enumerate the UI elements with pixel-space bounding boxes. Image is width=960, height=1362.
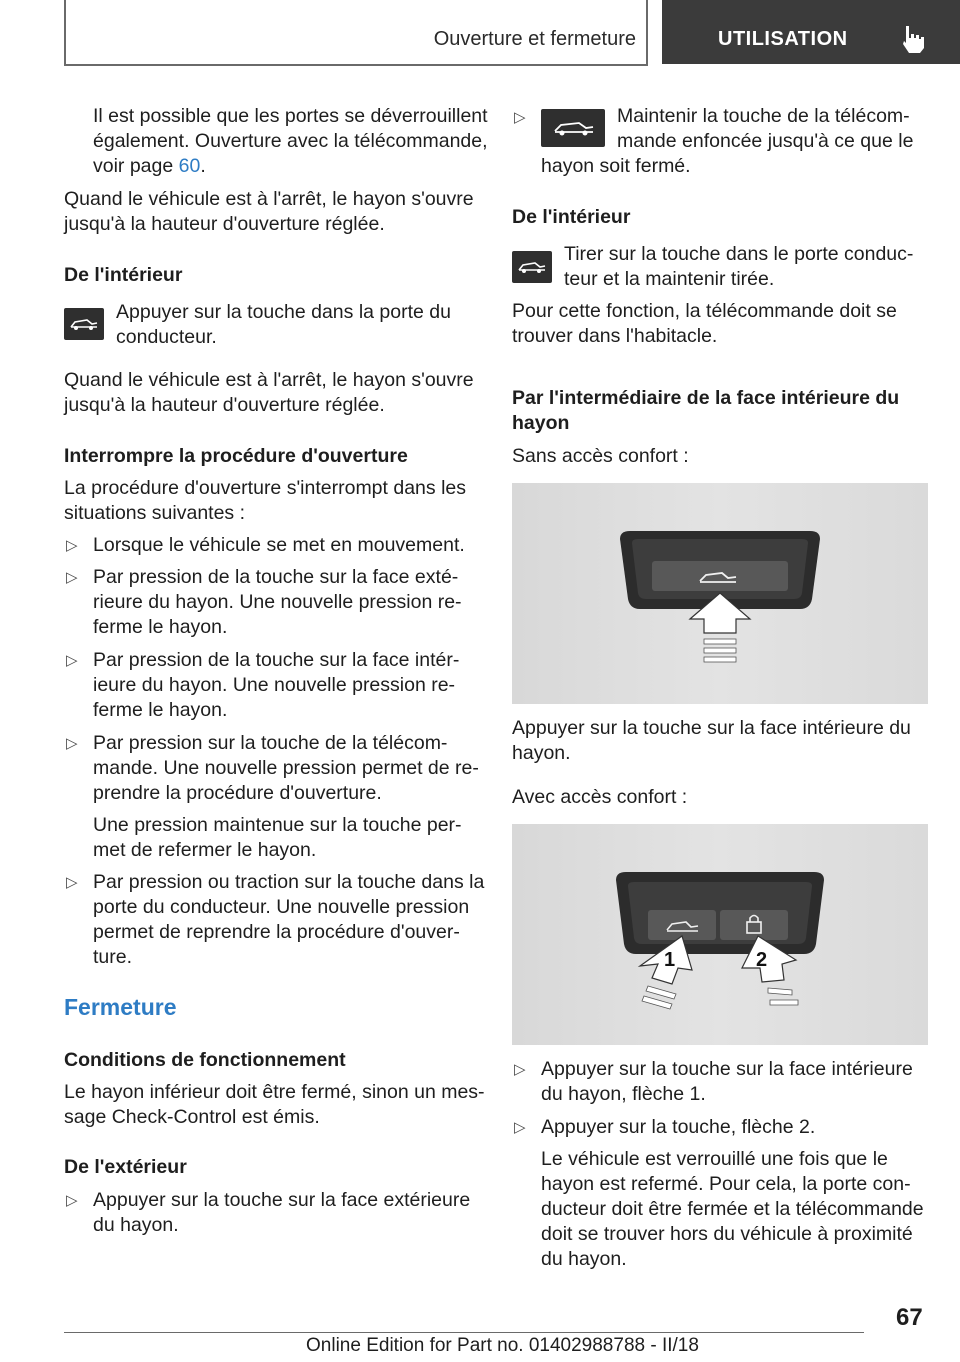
bullet-icon: ▷ bbox=[66, 874, 78, 891]
avec-acces-label: Avec accès confort : bbox=[512, 786, 688, 808]
heading-par-intermediaire-1: Par l'intermédiaire de la face intérieure du bbox=[512, 387, 900, 409]
rb2-sub-line-5: du hayon. bbox=[541, 1248, 627, 1270]
interrompre-line-1: La procédure d'ouverture s'interrompt dans les bbox=[64, 477, 466, 499]
pour-line-2: trouver dans l'habitacle. bbox=[512, 325, 718, 347]
bullet-5-line-3: permet de reprendre la procédure d'ouver- bbox=[93, 921, 460, 943]
tirer-line-2: teur et la maintenir tirée. bbox=[564, 268, 775, 290]
para2-line-1: Quand le véhicule est à l'arrêt, le hayon s'ouvre bbox=[64, 369, 474, 391]
rb2-sub-line-3: ducteur doit être fermée et la télécommande bbox=[541, 1198, 924, 1220]
header-rule-right bbox=[646, 0, 648, 66]
bullet-icon: ▷ bbox=[514, 1119, 526, 1136]
rb1-line-2: du hayon, flèche 1. bbox=[541, 1083, 706, 1105]
bullet-4-line-3: prendre la procédure d'ouverture. bbox=[93, 782, 382, 804]
bullet-icon: ▷ bbox=[66, 1192, 78, 1209]
bullet-3-line-2: ieure du hayon. Une nouvelle pression re- bbox=[93, 674, 456, 696]
intro-line-1: Il est possible que les portes se déverrouillent bbox=[93, 105, 488, 127]
bullet-1: Lorsque le véhicule se met en mouvement. bbox=[93, 534, 465, 556]
tailgate-lock-illustration bbox=[512, 824, 928, 1045]
r1-line-3: hayon soit fermé. bbox=[541, 155, 691, 177]
section-fermeture: Fermeture bbox=[64, 994, 177, 1020]
bullet-3-line-1: Par pression de la touche sur la face intér- bbox=[93, 649, 460, 671]
para1-line-1: Quand le véhicule est à l'arrêt, le hayon s'ouvre bbox=[64, 188, 474, 210]
bullet-2-line-1: Par pression de la touche sur la face exté- bbox=[93, 566, 459, 588]
bullet-4-line-2: mande. Une nouvelle pression permet de re- bbox=[93, 757, 479, 779]
arrow-label-2: 2 bbox=[756, 949, 768, 971]
appuyer-face-line-2: hayon. bbox=[512, 742, 571, 764]
appuyer-line-1: Appuyer sur la touche dans la porte du bbox=[116, 301, 451, 323]
conditions-line-2: sage Check-Control est émis. bbox=[64, 1106, 320, 1128]
rb1-line-1: Appuyer sur la touche sur la face intérieure bbox=[541, 1058, 913, 1080]
intro-line-3 bbox=[93, 154, 206, 179]
heading-interrompre: Interrompre la procédure d'ouverture bbox=[64, 445, 408, 467]
page-number: 67 bbox=[896, 1304, 923, 1331]
conditions-line-1: Le hayon inférieur doit être fermé, sinon un mes- bbox=[64, 1081, 485, 1103]
tailgate-button-photo bbox=[512, 483, 928, 704]
tirer-line-1: Tirer sur la touche dans le porte conduc- bbox=[564, 243, 914, 265]
header-chapter-tab[interactable] bbox=[662, 0, 960, 64]
heading-par-intermediaire-2: hayon bbox=[512, 412, 570, 434]
intro-line-2: également. Ouverture avec la télécommande, bbox=[93, 130, 488, 152]
footer-rule bbox=[64, 1332, 864, 1333]
header-rule-bottom bbox=[64, 64, 648, 66]
bullet-icon: ▷ bbox=[66, 569, 78, 586]
ext-bullet-line-1: Appuyer sur la touche sur la face extérieure bbox=[93, 1189, 471, 1211]
r1-line-1: Maintenir la touche de la télécom- bbox=[617, 105, 910, 127]
intro-line-3-text: voir page bbox=[93, 155, 179, 177]
heading-conditions: Conditions de fonctionnement bbox=[64, 1049, 346, 1071]
bullet-5-line-1: Par pression ou traction sur la touche dans la bbox=[93, 871, 485, 893]
tailgate-key-icon bbox=[512, 251, 552, 283]
tailgate-lock-button-photo bbox=[512, 824, 928, 1045]
header-chapter-label: UTILISATION bbox=[718, 28, 848, 50]
arrow-label-1: 1 bbox=[664, 949, 676, 971]
bullet-icon: ▷ bbox=[514, 109, 526, 126]
rb2-line: Appuyer sur la touche, flèche 2. bbox=[541, 1116, 816, 1138]
appuyer-face-line-1: Appuyer sur la touche sur la face intérieure du bbox=[512, 717, 911, 739]
intro-period: . bbox=[200, 155, 206, 177]
rb2-sub-line-4: doit se trouver hors du véhicule à proximité bbox=[541, 1223, 913, 1245]
bullet-5-line-4: ture. bbox=[93, 946, 133, 968]
r1-line-2: mande enfoncée jusqu'à ce que le bbox=[617, 130, 914, 152]
heading-de-interieur-right: De l'intérieur bbox=[512, 206, 631, 228]
bullet-2-line-3: ferme le hayon. bbox=[93, 616, 228, 638]
page-link[interactable]: 60 bbox=[178, 155, 201, 177]
para2-line-2: jusqu'à la hauteur d'ouverture réglée. bbox=[64, 394, 385, 416]
bullet-4-line-1: Par pression sur la touche de la télécom- bbox=[93, 732, 448, 754]
bullet-2-line-2: rieure du hayon. Une nouvelle pression re- bbox=[93, 591, 462, 613]
heading-de-interieur: De l'intérieur bbox=[64, 264, 183, 286]
bullet-icon: ▷ bbox=[66, 735, 78, 752]
tailgate-button-illustration bbox=[512, 483, 928, 704]
heading-de-exterieur: De l'extérieur bbox=[64, 1156, 187, 1178]
bullet-4-sub-line-1: Une pression maintenue sur la touche per- bbox=[93, 814, 462, 836]
pour-line-1: Pour cette fonction, la télécommande doit se bbox=[512, 300, 897, 322]
bullet-5-line-2: porte du conducteur. Une nouvelle pression bbox=[93, 896, 470, 918]
rb2-sub-line-2: hayon est refermé. Pour cela, la porte con- bbox=[541, 1173, 911, 1195]
header-section-title: Ouverture et fermeture bbox=[433, 28, 636, 50]
bullet-3-line-3: ferme le hayon. bbox=[93, 699, 228, 721]
tailgate-key-icon bbox=[541, 109, 605, 147]
bullet-icon: ▷ bbox=[514, 1061, 526, 1078]
appuyer-line-2: conducteur. bbox=[116, 326, 217, 348]
bullet-icon: ▷ bbox=[66, 537, 78, 554]
tailgate-key-icon bbox=[64, 308, 104, 340]
header-rule-left bbox=[64, 0, 66, 66]
bullet-icon: ▷ bbox=[66, 652, 78, 669]
bullet-4-sub-line-2: met de refermer le hayon. bbox=[93, 839, 317, 861]
para1-line-2: jusqu'à la hauteur d'ouverture réglée. bbox=[64, 213, 385, 235]
edition-text: Online Edition for Part no. 01402988788 - II/18 bbox=[306, 1335, 699, 1356]
hand-pointer-icon bbox=[896, 22, 930, 56]
ext-bullet-line-2: du hayon. bbox=[93, 1214, 179, 1236]
sans-acces-label: Sans accès confort : bbox=[512, 445, 689, 467]
interrompre-line-2: situations suivantes : bbox=[64, 502, 246, 524]
rb2-sub-line-1: Le véhicule est verrouillé une fois que le bbox=[541, 1148, 888, 1170]
